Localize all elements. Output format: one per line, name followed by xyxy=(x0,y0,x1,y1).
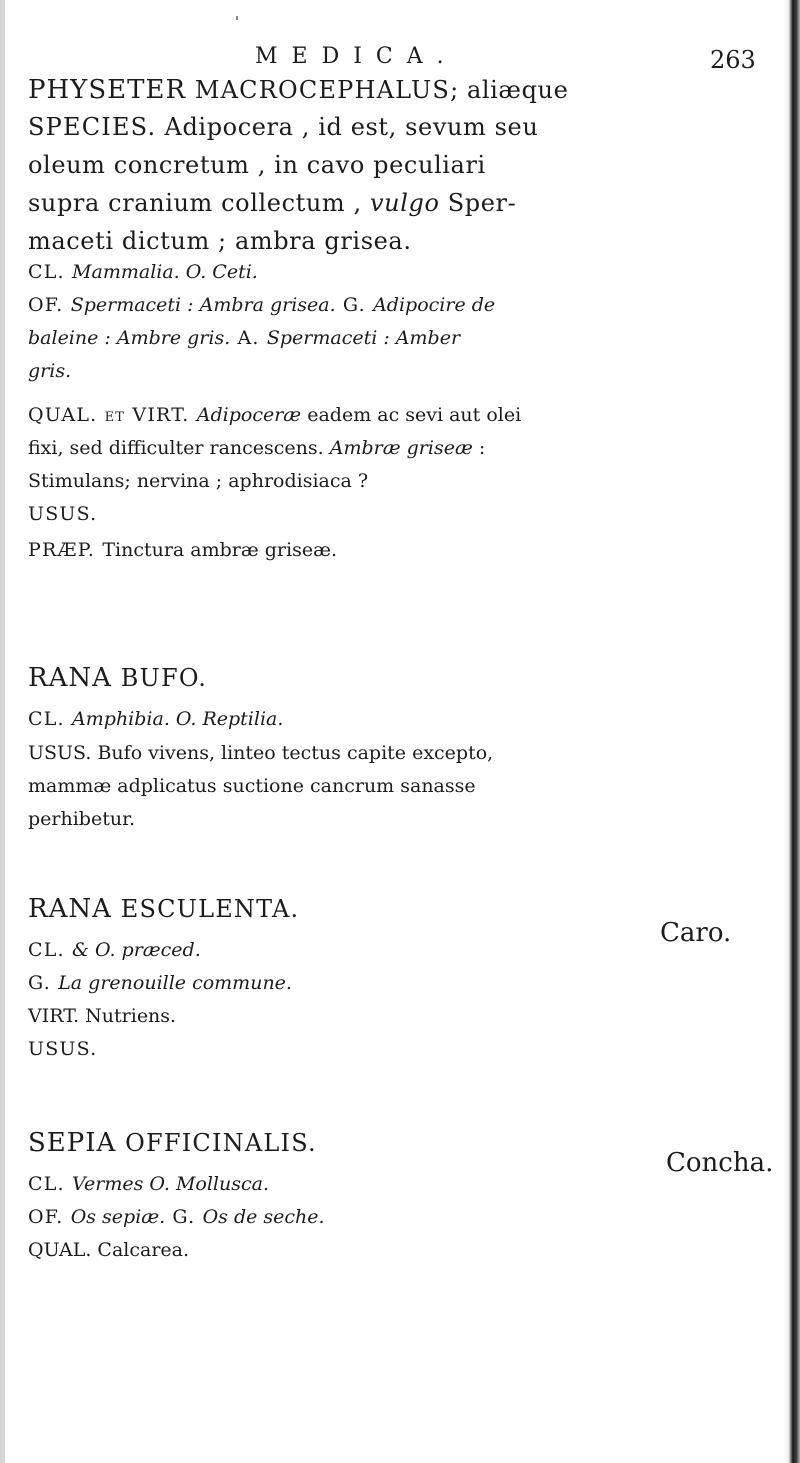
entry-line: USUS. xyxy=(28,503,98,525)
entry-line: G. La grenouille commune. xyxy=(28,972,292,994)
entry-sepia xyxy=(28,1130,768,1274)
entry-line: QUAL. et VIRT. Adipoceræ eadem ac sevi aut olei xyxy=(28,404,522,426)
entry-line: CL. Vermes O. Mollusca. xyxy=(28,1173,269,1195)
entry-line: OF. Os sepiæ. G. Os de seche. xyxy=(28,1206,325,1228)
entry-line: mammæ adplicatus suctione cancrum sanasse xyxy=(28,775,476,797)
entry-line: baleine : Ambre gris. A. Spermaceti : Amber xyxy=(28,327,461,349)
print-mark xyxy=(236,16,238,20)
entry-line: RANA BUFO. xyxy=(28,663,208,693)
entry-line: gris. xyxy=(28,360,72,382)
entry-line: USUS. xyxy=(28,1038,98,1060)
entry-rana-bufo xyxy=(28,665,768,843)
entry-physeter xyxy=(28,77,768,574)
entry-line: PRÆP. Tinctura ambræ griseæ. xyxy=(28,539,337,561)
entry-line: RANA ESCULENTA. xyxy=(28,894,300,924)
entry-line: SPECIES. Adipocera , id est, sevum seu xyxy=(28,113,539,141)
side-note-caro: Caro. xyxy=(660,918,732,948)
running-head: MEDICA. xyxy=(255,44,458,69)
entry-line: USUS. Bufo vivens, linteo tectus capite excepto, xyxy=(28,742,494,764)
entry-line: CL. Amphibia. O. Reptilia. xyxy=(28,708,284,730)
side-note-concha: Concha. xyxy=(666,1148,774,1178)
page-number: 263 xyxy=(710,46,756,74)
entry-line: CL. Mammalia. O. Ceti. xyxy=(28,261,258,283)
page-binding-edge xyxy=(784,0,800,1463)
entry-line: oleum concretum , in cavo peculiari xyxy=(28,151,486,179)
entry-line: CL. & O. præced. xyxy=(28,939,201,961)
entry-line: Stimulans; nervina ; aphrodisiaca ? xyxy=(28,470,369,492)
entry-rana-esculenta xyxy=(28,896,768,1073)
entry-line: perhibetur. xyxy=(28,808,136,830)
entry-line: SEPIA OFFICINALIS. xyxy=(28,1128,317,1158)
entry-line: fixi, sed difficulter rancescens. Ambræ griseæ : xyxy=(28,437,486,459)
entry-line: QUAL. Calcarea. xyxy=(28,1239,190,1261)
entry-line: VIRT. Nutriens. xyxy=(28,1005,177,1027)
page-left-edge xyxy=(0,0,5,1463)
entry-line: PHYSETER MACROCEPHALUS; aliæque xyxy=(28,75,569,105)
entry-line: supra cranium collectum , vulgo Sper- xyxy=(28,189,517,217)
entry-line: OF. Spermaceti : Ambra grisea. G. Adipocire de xyxy=(28,294,496,316)
entry-line: maceti dictum ; ambra grisea. xyxy=(28,227,412,255)
